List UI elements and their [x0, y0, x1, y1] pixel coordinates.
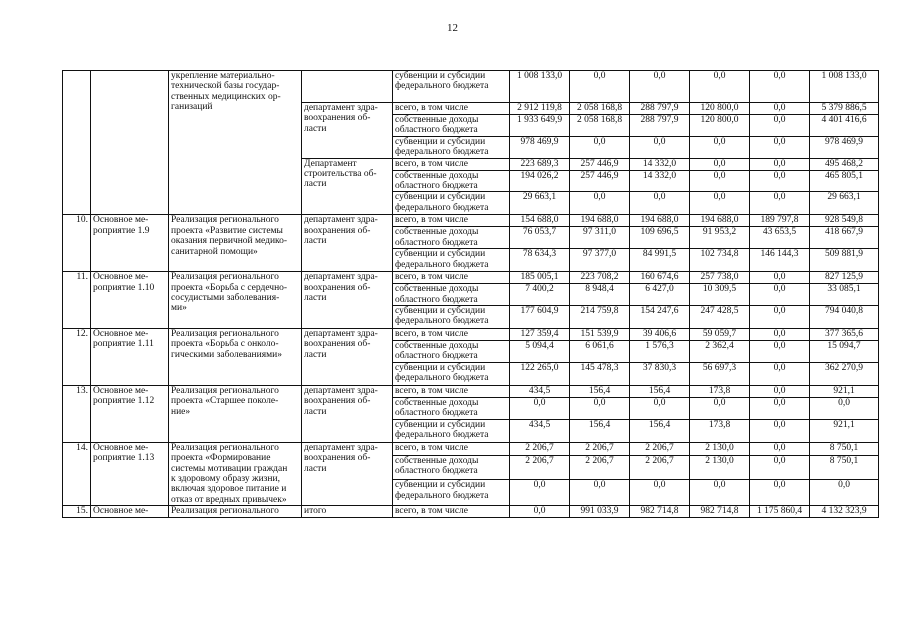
value-cell: 2 206,7: [630, 442, 690, 455]
value-cell: 156,4: [570, 419, 630, 442]
value-cell: 4 132 323,9: [810, 506, 879, 517]
value-cell: 151 539,9: [570, 329, 630, 341]
value-cell: 257 738,0: [690, 272, 750, 284]
source-cell: субвенции и субсидии федерального бюджета: [393, 419, 510, 442]
source-cell: субвенции и субсидии федерального бюджета: [393, 306, 510, 329]
source-cell: субвенции и субсидии федерального бюджета: [393, 192, 510, 215]
department-cell: [302, 71, 393, 103]
department-cell: департамент здра- воохранения об- ласти: [302, 442, 393, 505]
value-cell: 0,0: [510, 506, 570, 517]
value-cell: 1 008 133,0: [510, 71, 570, 103]
value-cell: 0,0: [510, 397, 570, 419]
table-row: [63, 506, 879, 517]
value-cell: 0,0: [750, 329, 810, 341]
value-cell: 257 446,9: [570, 170, 630, 192]
department-cell: департамент здра- воохранения об- ласти: [302, 385, 393, 442]
value-cell: 0,0: [630, 480, 690, 506]
source-cell: собственные доходы областного бюджета: [393, 284, 510, 306]
value-cell: 991 033,9: [570, 506, 630, 517]
value-cell: 2 130,0: [690, 456, 750, 480]
index-cell: 10.: [63, 215, 91, 272]
value-cell: 160 674,6: [630, 272, 690, 284]
value-cell: 794 040,8: [810, 306, 879, 329]
value-cell: 0,0: [750, 442, 810, 455]
value-cell: 5 094,4: [510, 341, 570, 363]
value-cell: 0,0: [630, 397, 690, 419]
description-cell: Реализация регионального проекта «Формирование системы мотивации граждан к здоровому образу жизни, включая здоровое питание и отказ от вредных привычек»: [169, 442, 302, 505]
source-cell: субвенции и субсидии федерального бюджета: [393, 136, 510, 158]
value-cell: 194 688,0: [570, 215, 630, 227]
source-cell: собственные доходы областного бюджета: [393, 456, 510, 480]
source-cell: субвенции и субсидии федерального бюджета: [393, 480, 510, 506]
source-cell: субвенции и субсидии федерального бюджета: [393, 249, 510, 272]
event-name-cell: Основное ме- роприятие 1.11: [91, 329, 169, 386]
value-cell: 146 144,3: [750, 249, 810, 272]
value-cell: 145 478,3: [570, 362, 630, 385]
index-cell: 12.: [63, 329, 91, 386]
table-row: [63, 272, 879, 284]
value-cell: 214 759,8: [570, 306, 630, 329]
value-cell: 0,0: [690, 480, 750, 506]
value-cell: 0,0: [570, 480, 630, 506]
value-cell: 247 428,5: [690, 306, 750, 329]
value-cell: 434,5: [510, 385, 570, 397]
value-cell: 1 933 649,9: [510, 115, 570, 137]
value-cell: 0,0: [690, 397, 750, 419]
value-cell: 97 377,0: [570, 249, 630, 272]
value-cell: 1 576,3: [630, 341, 690, 363]
table-row: [63, 385, 879, 397]
value-cell: 102 734,8: [690, 249, 750, 272]
value-cell: 91 953,2: [690, 227, 750, 249]
value-cell: 194 688,0: [630, 215, 690, 227]
value-cell: 154 247,6: [630, 306, 690, 329]
description-cell: Реализация регионального проекта «Борьба с онколо- гическими заболеваниями»: [169, 329, 302, 386]
value-cell: 2 058 168,8: [570, 115, 630, 137]
source-cell: всего, в том числе: [393, 103, 510, 115]
department-cell: итого: [302, 506, 393, 517]
value-cell: 0,0: [750, 71, 810, 103]
value-cell: 122 265,0: [510, 362, 570, 385]
value-cell: 156,4: [570, 385, 630, 397]
event-name-cell: Основное ме- роприятие 1.9: [91, 215, 169, 272]
value-cell: 0,0: [630, 136, 690, 158]
value-cell: 14 332,0: [630, 170, 690, 192]
value-cell: 827 125,9: [810, 272, 879, 284]
source-cell: собственные доходы областного бюджета: [393, 397, 510, 419]
value-cell: 0,0: [630, 71, 690, 103]
budget-table: [62, 70, 879, 518]
value-cell: 5 379 886,5: [810, 103, 879, 115]
value-cell: 0,0: [750, 385, 810, 397]
value-cell: 2 362,4: [690, 341, 750, 363]
value-cell: 8 750,1: [810, 456, 879, 480]
event-name-cell: Основное ме-: [91, 506, 169, 517]
value-cell: 377 365,6: [810, 329, 879, 341]
value-cell: 29 663,1: [810, 192, 879, 215]
value-cell: 288 797,9: [630, 103, 690, 115]
value-cell: 288 797,9: [630, 115, 690, 137]
source-cell: всего, в том числе: [393, 385, 510, 397]
description-cell: Реализация регионального проекта «Борьба с сердечно- сосудистыми заболевания- ми»: [169, 272, 302, 329]
value-cell: 56 697,3: [690, 362, 750, 385]
value-cell: 362 270,9: [810, 362, 879, 385]
value-cell: 177 604,9: [510, 306, 570, 329]
value-cell: 0,0: [750, 103, 810, 115]
value-cell: 33 085,1: [810, 284, 879, 306]
value-cell: 921,1: [810, 419, 879, 442]
index-cell: 13.: [63, 385, 91, 442]
value-cell: 2 206,7: [630, 456, 690, 480]
value-cell: 1 008 133,0: [810, 71, 879, 103]
description-cell: укрепление материально- технической базы государ- ственных медицинских ор- ганизаций: [169, 71, 302, 215]
value-cell: 37 830,3: [630, 362, 690, 385]
department-cell: департамент здра- воохранения об- ласти: [302, 329, 393, 386]
value-cell: 0,0: [750, 456, 810, 480]
value-cell: 0,0: [570, 136, 630, 158]
value-cell: 0,0: [570, 192, 630, 215]
value-cell: 223 689,3: [510, 158, 570, 170]
value-cell: 0,0: [750, 341, 810, 363]
source-cell: всего, в том числе: [393, 329, 510, 341]
value-cell: 418 667,9: [810, 227, 879, 249]
value-cell: 0,0: [750, 397, 810, 419]
table-row: [63, 329, 879, 341]
value-cell: 257 446,9: [570, 158, 630, 170]
value-cell: 0,0: [690, 71, 750, 103]
event-name-cell: Основное ме- роприятие 1.13: [91, 442, 169, 505]
source-cell: всего, в том числе: [393, 158, 510, 170]
table-row: [63, 442, 879, 455]
value-cell: 7 400,2: [510, 284, 570, 306]
value-cell: 495 468,2: [810, 158, 879, 170]
source-cell: собственные доходы областного бюджета: [393, 115, 510, 137]
value-cell: 194 026,2: [510, 170, 570, 192]
value-cell: 0,0: [690, 158, 750, 170]
description-cell: Реализация регионального: [169, 506, 302, 517]
value-cell: 982 714,8: [630, 506, 690, 517]
value-cell: 0,0: [690, 136, 750, 158]
value-cell: 76 053,7: [510, 227, 570, 249]
page-number: 12: [447, 22, 458, 34]
value-cell: 0,0: [630, 192, 690, 215]
value-cell: 194 688,0: [690, 215, 750, 227]
index-cell: 14.: [63, 442, 91, 505]
value-cell: 0,0: [750, 136, 810, 158]
value-cell: 154 688,0: [510, 215, 570, 227]
source-cell: собственные доходы областного бюджета: [393, 227, 510, 249]
index-cell: 15.: [63, 506, 91, 517]
value-cell: 0,0: [810, 480, 879, 506]
value-cell: 0,0: [570, 71, 630, 103]
value-cell: 0,0: [750, 272, 810, 284]
value-cell: 189 797,8: [750, 215, 810, 227]
value-cell: 0,0: [510, 480, 570, 506]
value-cell: 928 549,8: [810, 215, 879, 227]
value-cell: 0,0: [750, 115, 810, 137]
event-name-cell: [91, 71, 169, 215]
department-cell: департамент здра- воохранения об- ласти: [302, 215, 393, 272]
value-cell: 978 469,9: [810, 136, 879, 158]
value-cell: 120 800,0: [690, 115, 750, 137]
value-cell: 156,4: [630, 385, 690, 397]
source-cell: субвенции и субсидии федерального бюджета: [393, 71, 510, 103]
value-cell: 0,0: [750, 419, 810, 442]
table-row: [63, 215, 879, 227]
value-cell: 0,0: [690, 170, 750, 192]
value-cell: 43 653,5: [750, 227, 810, 249]
value-cell: 921,1: [810, 385, 879, 397]
source-cell: собственные доходы областного бюджета: [393, 341, 510, 363]
value-cell: 59 059,7: [690, 329, 750, 341]
source-cell: всего, в том числе: [393, 272, 510, 284]
value-cell: 14 332,0: [630, 158, 690, 170]
event-name-cell: Основное ме- роприятие 1.12: [91, 385, 169, 442]
source-cell: всего, в том числе: [393, 506, 510, 517]
value-cell: 978 469,9: [510, 136, 570, 158]
value-cell: 223 708,2: [570, 272, 630, 284]
value-cell: 4 401 416,6: [810, 115, 879, 137]
value-cell: 2 912 119,8: [510, 103, 570, 115]
value-cell: 127 359,4: [510, 329, 570, 341]
department-cell: Департамент строительства об- ласти: [302, 158, 393, 215]
value-cell: 0,0: [750, 306, 810, 329]
value-cell: 8 948,4: [570, 284, 630, 306]
value-cell: 1 175 860,4: [750, 506, 810, 517]
value-cell: 0,0: [690, 192, 750, 215]
value-cell: 2 206,7: [510, 442, 570, 455]
value-cell: 509 881,9: [810, 249, 879, 272]
value-cell: 173,8: [690, 419, 750, 442]
value-cell: 78 634,3: [510, 249, 570, 272]
source-cell: собственные доходы областного бюджета: [393, 170, 510, 192]
description-cell: Реализация регионального проекта «Старшее поколе- ние»: [169, 385, 302, 442]
value-cell: 39 406,6: [630, 329, 690, 341]
value-cell: 84 991,5: [630, 249, 690, 272]
value-cell: 434,5: [510, 419, 570, 442]
index-cell: [63, 71, 91, 215]
value-cell: 2 058 168,8: [570, 103, 630, 115]
value-cell: 0,0: [750, 284, 810, 306]
value-cell: 2 206,7: [570, 456, 630, 480]
value-cell: 0,0: [570, 397, 630, 419]
value-cell: 0,0: [750, 362, 810, 385]
value-cell: 97 311,0: [570, 227, 630, 249]
table-row: [63, 71, 879, 103]
value-cell: 156,4: [630, 419, 690, 442]
source-cell: субвенции и субсидии федерального бюджета: [393, 362, 510, 385]
value-cell: 109 696,5: [630, 227, 690, 249]
value-cell: 173,8: [690, 385, 750, 397]
value-cell: 120 800,0: [690, 103, 750, 115]
value-cell: 29 663,1: [510, 192, 570, 215]
department-cell: департамент здра- воохранения об- ласти: [302, 272, 393, 329]
description-cell: Реализация регионального проекта «Развитие системы оказания первичной медико- санитарной помощи»: [169, 215, 302, 272]
value-cell: 982 714,8: [690, 506, 750, 517]
value-cell: 0,0: [750, 170, 810, 192]
value-cell: 0,0: [750, 192, 810, 215]
source-cell: всего, в том числе: [393, 215, 510, 227]
value-cell: 8 750,1: [810, 442, 879, 455]
value-cell: 0,0: [810, 397, 879, 419]
value-cell: 2 130,0: [690, 442, 750, 455]
value-cell: 10 309,5: [690, 284, 750, 306]
value-cell: 2 206,7: [510, 456, 570, 480]
value-cell: 0,0: [750, 480, 810, 506]
value-cell: 0,0: [750, 158, 810, 170]
value-cell: 185 005,1: [510, 272, 570, 284]
department-cell: департамент здра- воохранения об- ласти: [302, 103, 393, 159]
value-cell: 15 094,7: [810, 341, 879, 363]
value-cell: 465 805,1: [810, 170, 879, 192]
event-name-cell: Основное ме- роприятие 1.10: [91, 272, 169, 329]
index-cell: 11.: [63, 272, 91, 329]
value-cell: 6 061,6: [570, 341, 630, 363]
source-cell: всего, в том числе: [393, 442, 510, 455]
value-cell: 6 427,0: [630, 284, 690, 306]
value-cell: 2 206,7: [570, 442, 630, 455]
